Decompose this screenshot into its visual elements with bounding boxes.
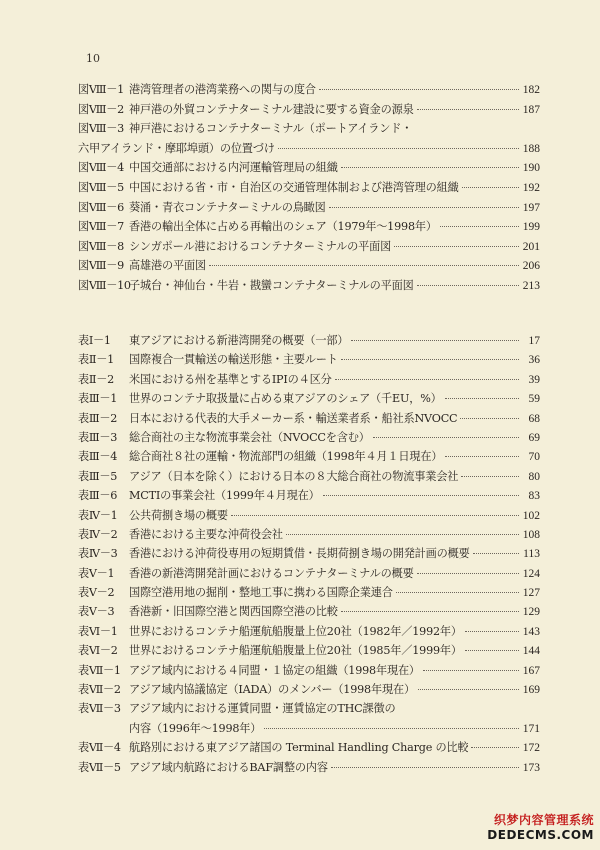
table-entry bbox=[78, 350, 540, 369]
leader-dots bbox=[396, 592, 519, 593]
figure-entry-title: 神戸港におけるコンテナターミナル（ポートアイランド・ bbox=[129, 122, 413, 136]
figure-entry bbox=[78, 276, 540, 296]
table-entry-page: 169 bbox=[522, 684, 540, 697]
figure-entry bbox=[78, 139, 540, 159]
leader-dots bbox=[417, 573, 519, 574]
table-entry bbox=[78, 467, 540, 486]
table-entry-title: 米国における州を基準とするIPIの４区分 bbox=[129, 372, 332, 386]
table-entry-label: 表Ⅳ－2 bbox=[78, 527, 118, 541]
table-entry bbox=[78, 738, 540, 757]
figure-entry bbox=[78, 256, 540, 276]
table-entry-page: 102 bbox=[522, 509, 540, 522]
figure-entry bbox=[78, 158, 540, 178]
figure-entry-page: 190 bbox=[522, 162, 540, 175]
table-entry-label: 表Ⅶ－2 bbox=[78, 683, 121, 697]
figure-entry-label: 図Ⅷ－10 bbox=[78, 278, 131, 292]
figure-entry-label: 図Ⅷ－2 bbox=[78, 102, 124, 116]
figure-entry-page: 206 bbox=[522, 260, 540, 273]
table-entry-title: MCTIの事業会社（1999年４月現在） bbox=[129, 489, 320, 503]
figure-entry-label: 図Ⅷ－4 bbox=[78, 161, 124, 175]
table-entry-page: 124 bbox=[522, 567, 540, 580]
table-entry-title: 公共荷捌き場の概要 bbox=[129, 508, 228, 522]
table-entry-page: 172 bbox=[522, 742, 540, 755]
figure-entry-page: 187 bbox=[522, 103, 540, 116]
table-entry bbox=[78, 719, 540, 738]
figure-entry-page: 213 bbox=[522, 279, 540, 292]
table-entry-page: 68 bbox=[528, 412, 540, 425]
table-entry-title: 日本における代表的大手メーカー系・輸送業者系・船社系NVOCC bbox=[129, 411, 458, 425]
leader-dots bbox=[373, 437, 519, 438]
table-entry-title: アジア（日本を除く）における日本の８大総合商社の物流事業会社 bbox=[129, 469, 459, 483]
table-entry-title: 総合商社８社の運輸・物流部門の組織（1998年４月１日現在） bbox=[129, 450, 443, 464]
leader-dots bbox=[394, 246, 519, 247]
figure-entry bbox=[78, 80, 540, 100]
table-entry-label: 表Ⅳ－3 bbox=[78, 547, 118, 561]
table-entry bbox=[78, 564, 540, 583]
table-entry-page: 129 bbox=[522, 606, 540, 619]
leader-dots bbox=[335, 379, 519, 380]
figure-entry-title: 中国における省・市・自治区の交通管理体制および港湾管理の組織 bbox=[129, 180, 459, 194]
figure-entry-page: 199 bbox=[522, 221, 540, 234]
table-entry bbox=[78, 699, 540, 718]
table-list bbox=[78, 331, 540, 777]
table-entry bbox=[78, 622, 540, 641]
leader-dots bbox=[341, 167, 519, 168]
table-entry-label: 表Ⅰ－1 bbox=[78, 334, 111, 347]
leader-dots bbox=[264, 728, 519, 729]
leader-dots bbox=[341, 359, 519, 360]
table-entry-page: 127 bbox=[522, 587, 540, 600]
table-entry-title: アジア域内における４同盟・１協定の組織（1998年現在） bbox=[129, 663, 420, 677]
figure-entry-title: 子城台・神仙台・牛岩・戡蠻コンテナターミナルの平面図 bbox=[129, 278, 414, 292]
table-entry-label: 表Ⅲ－6 bbox=[78, 489, 118, 503]
table-entry-label: 表Ⅴ－2 bbox=[78, 586, 115, 600]
table-entry-page: 144 bbox=[522, 645, 540, 658]
figure-entry-label: 図Ⅷ－9 bbox=[78, 259, 124, 273]
figure-entry-page: 192 bbox=[522, 181, 540, 194]
table-entry-title: アジア域内における運賃同盟・運賃協定のTHC課徴の bbox=[129, 702, 396, 716]
table-entry-label: 表Ⅶ－5 bbox=[78, 760, 121, 774]
leader-dots bbox=[471, 747, 519, 748]
table-entry-page: 80 bbox=[528, 470, 540, 483]
table-entry-title: 航路別における東アジア諸国の Terminal Handling Charge の比較 bbox=[129, 741, 469, 755]
leader-dots bbox=[286, 534, 519, 535]
table-entry-label: 表Ⅲ－3 bbox=[78, 430, 118, 444]
figure-entry-title: 高雄港の平面図 bbox=[129, 259, 206, 273]
table-entry bbox=[78, 409, 540, 428]
leader-dots bbox=[331, 767, 519, 768]
figure-entry-label: 図Ⅷ－3 bbox=[78, 122, 124, 136]
table-entry bbox=[78, 758, 540, 777]
watermark bbox=[487, 811, 594, 842]
figure-entry-title: シンガポール港におけるコンテナターミナルの平面図 bbox=[129, 239, 392, 253]
figure-entry-title: 神戸港の外貿コンテナターミナル建設に要する資金の源泉 bbox=[129, 102, 414, 116]
table-entry-title: 香港における主要な沖荷役会社 bbox=[129, 527, 283, 541]
figure-entry-label: 図Ⅷ－8 bbox=[78, 239, 124, 253]
figure-entry-page: 182 bbox=[522, 84, 540, 96]
table-entry-label: 表Ⅳ－1 bbox=[78, 508, 118, 522]
table-entry-page: 171 bbox=[522, 722, 540, 735]
figure-entry-page: 188 bbox=[522, 142, 540, 155]
table-entry-title: アジア域内協議協定（IADA）のメンバー（1998年現在） bbox=[129, 683, 415, 697]
table-entry-title: 世界におけるコンテナ船運航船腹量上位20社（1982年／1992年） bbox=[129, 624, 462, 638]
table-entry bbox=[78, 583, 540, 602]
leader-dots bbox=[465, 631, 519, 632]
table-entry-page: 108 bbox=[522, 528, 540, 541]
leader-dots bbox=[445, 456, 519, 457]
leader-dots bbox=[445, 398, 519, 399]
figure-entry-title: 中国交通部における内河運輸管理局の組織 bbox=[129, 161, 338, 175]
table-entry-label: 表Ⅲ－1 bbox=[78, 392, 118, 406]
page-number: 10 bbox=[86, 52, 100, 65]
table-entry bbox=[78, 602, 540, 621]
table-entry-label: 表Ⅶ－3 bbox=[78, 702, 121, 716]
table-entry-label: 表Ⅴ－1 bbox=[78, 566, 115, 580]
leader-dots bbox=[465, 650, 519, 651]
table-entry bbox=[78, 506, 540, 525]
leader-dots bbox=[209, 265, 519, 266]
table-entry-title: 国際複合一貫輸送の輸送形態・主要ルート bbox=[129, 353, 338, 367]
figure-entry-label: 図Ⅷ－5 bbox=[78, 180, 124, 194]
table-entry-label: 表Ⅵ－1 bbox=[78, 624, 118, 638]
table-entry-page: 17 bbox=[528, 335, 540, 347]
figure-entry-page: 201 bbox=[522, 240, 540, 253]
table-entry-title: 総合商社の主な物流事業会社（NVOCCを含む） bbox=[129, 430, 370, 444]
table-entry-title: 国際空港用地の掘削・整地工事に携わる国際企業連合 bbox=[129, 586, 393, 600]
table-entry-title: 香港新・旧国際空港と関西国際空港の比較 bbox=[129, 605, 338, 619]
figure-entry bbox=[78, 198, 540, 218]
table-entry-page: 69 bbox=[528, 431, 540, 444]
figure-entry-label: 図Ⅷ－6 bbox=[78, 200, 124, 214]
leader-dots bbox=[418, 689, 519, 690]
table-entry-page: 113 bbox=[523, 548, 540, 561]
figure-entry bbox=[78, 217, 540, 237]
watermark-line-1: 织梦内容管理系统 bbox=[493, 813, 594, 827]
table-entry bbox=[78, 370, 540, 389]
table-entry-page: 39 bbox=[528, 373, 540, 386]
table-entry bbox=[78, 428, 540, 447]
table-entry-page: 83 bbox=[528, 490, 540, 503]
figure-entry bbox=[78, 178, 540, 198]
figure-entry bbox=[78, 237, 540, 257]
table-entry-page: 173 bbox=[522, 761, 540, 774]
leader-dots bbox=[278, 148, 519, 149]
figure-entry-title: 香港の輸出全体に占める再輸出のシェア（1979年～1998年） bbox=[129, 220, 437, 234]
table-entry-label: 表Ⅵ－2 bbox=[78, 644, 118, 658]
table-entry bbox=[78, 525, 540, 544]
leader-dots bbox=[319, 89, 519, 90]
table-entry-title: 世界のコンテナ取扱量に占める東アジアのシェア（千EU，%） bbox=[129, 392, 442, 406]
table-entry-label: 表Ⅴ－3 bbox=[78, 605, 115, 619]
table-entry-page: 167 bbox=[522, 664, 540, 677]
table-entry-label: 表Ⅱ－2 bbox=[78, 372, 114, 386]
table-entry bbox=[78, 661, 540, 680]
leader-dots bbox=[462, 187, 519, 188]
leader-dots bbox=[351, 340, 519, 341]
leader-dots bbox=[329, 207, 519, 208]
leader-dots bbox=[417, 285, 519, 286]
leader-dots bbox=[417, 109, 519, 110]
table-entry bbox=[78, 331, 540, 350]
figure-entry-title: 港湾管理者の港湾業務への関与の度合 bbox=[129, 83, 316, 96]
leader-dots bbox=[231, 515, 519, 516]
watermark-line-2: DEDECMS.COM bbox=[487, 828, 594, 842]
table-entry-page: 70 bbox=[528, 451, 540, 464]
figure-entry-title: 葵涌・青衣コンテナターミナルの鳥瞰図 bbox=[129, 200, 326, 214]
leader-dots bbox=[473, 553, 519, 554]
table-entry-label: 表Ⅲ－4 bbox=[78, 450, 118, 464]
leader-dots bbox=[461, 476, 519, 477]
figure-entry-page: 197 bbox=[522, 201, 540, 214]
figure-entry bbox=[78, 100, 540, 120]
table-entry-title: 香港における沖荷役専用の短期賃借・長期荷捌き場の開発計画の概要 bbox=[129, 547, 470, 561]
table-entry-title: アジア域内航路におけるBAF調整の内容 bbox=[129, 760, 328, 774]
table-entry-label: 表Ⅲ－2 bbox=[78, 411, 118, 425]
table-entry bbox=[78, 641, 540, 660]
leader-dots bbox=[460, 418, 519, 419]
table-entry-label: 表Ⅲ－5 bbox=[78, 469, 118, 483]
table-entry-label: 表Ⅶ－1 bbox=[78, 663, 121, 677]
table-entry bbox=[78, 389, 540, 408]
table-entry-page: 36 bbox=[528, 354, 540, 367]
figure-entry-title: 六甲アイランド・摩耶埠頭）の位置づけ bbox=[78, 141, 275, 155]
table-entry-title: 内容（1996年～1998年） bbox=[129, 721, 262, 735]
table-entry-title: 世界におけるコンテナ船運航船腹量上位20社（1985年／1999年） bbox=[129, 644, 462, 658]
table-entry-page: 143 bbox=[522, 625, 540, 638]
table-entry-label: 表Ⅶ－4 bbox=[78, 741, 121, 755]
table-entry bbox=[78, 447, 540, 466]
table-entry-page: 59 bbox=[528, 393, 540, 406]
figure-entry-label: 図Ⅷ－1 bbox=[78, 83, 124, 96]
leader-dots bbox=[440, 226, 519, 227]
leader-dots bbox=[341, 611, 519, 612]
figure-entry bbox=[78, 119, 540, 139]
table-entry-title: 東アジアにおける新港湾開発の概要（一部） bbox=[129, 334, 349, 347]
table-entry bbox=[78, 486, 540, 505]
table-entry bbox=[78, 544, 540, 563]
leader-dots bbox=[323, 495, 519, 496]
leader-dots bbox=[423, 670, 519, 671]
table-entry bbox=[78, 680, 540, 699]
table-entry-label: 表Ⅱ－1 bbox=[78, 353, 114, 367]
figure-list bbox=[78, 80, 540, 296]
table-entry-title: 香港の新港湾開発計画におけるコンテナターミナルの概要 bbox=[129, 566, 414, 580]
figure-entry-label: 図Ⅷ－7 bbox=[78, 220, 124, 234]
